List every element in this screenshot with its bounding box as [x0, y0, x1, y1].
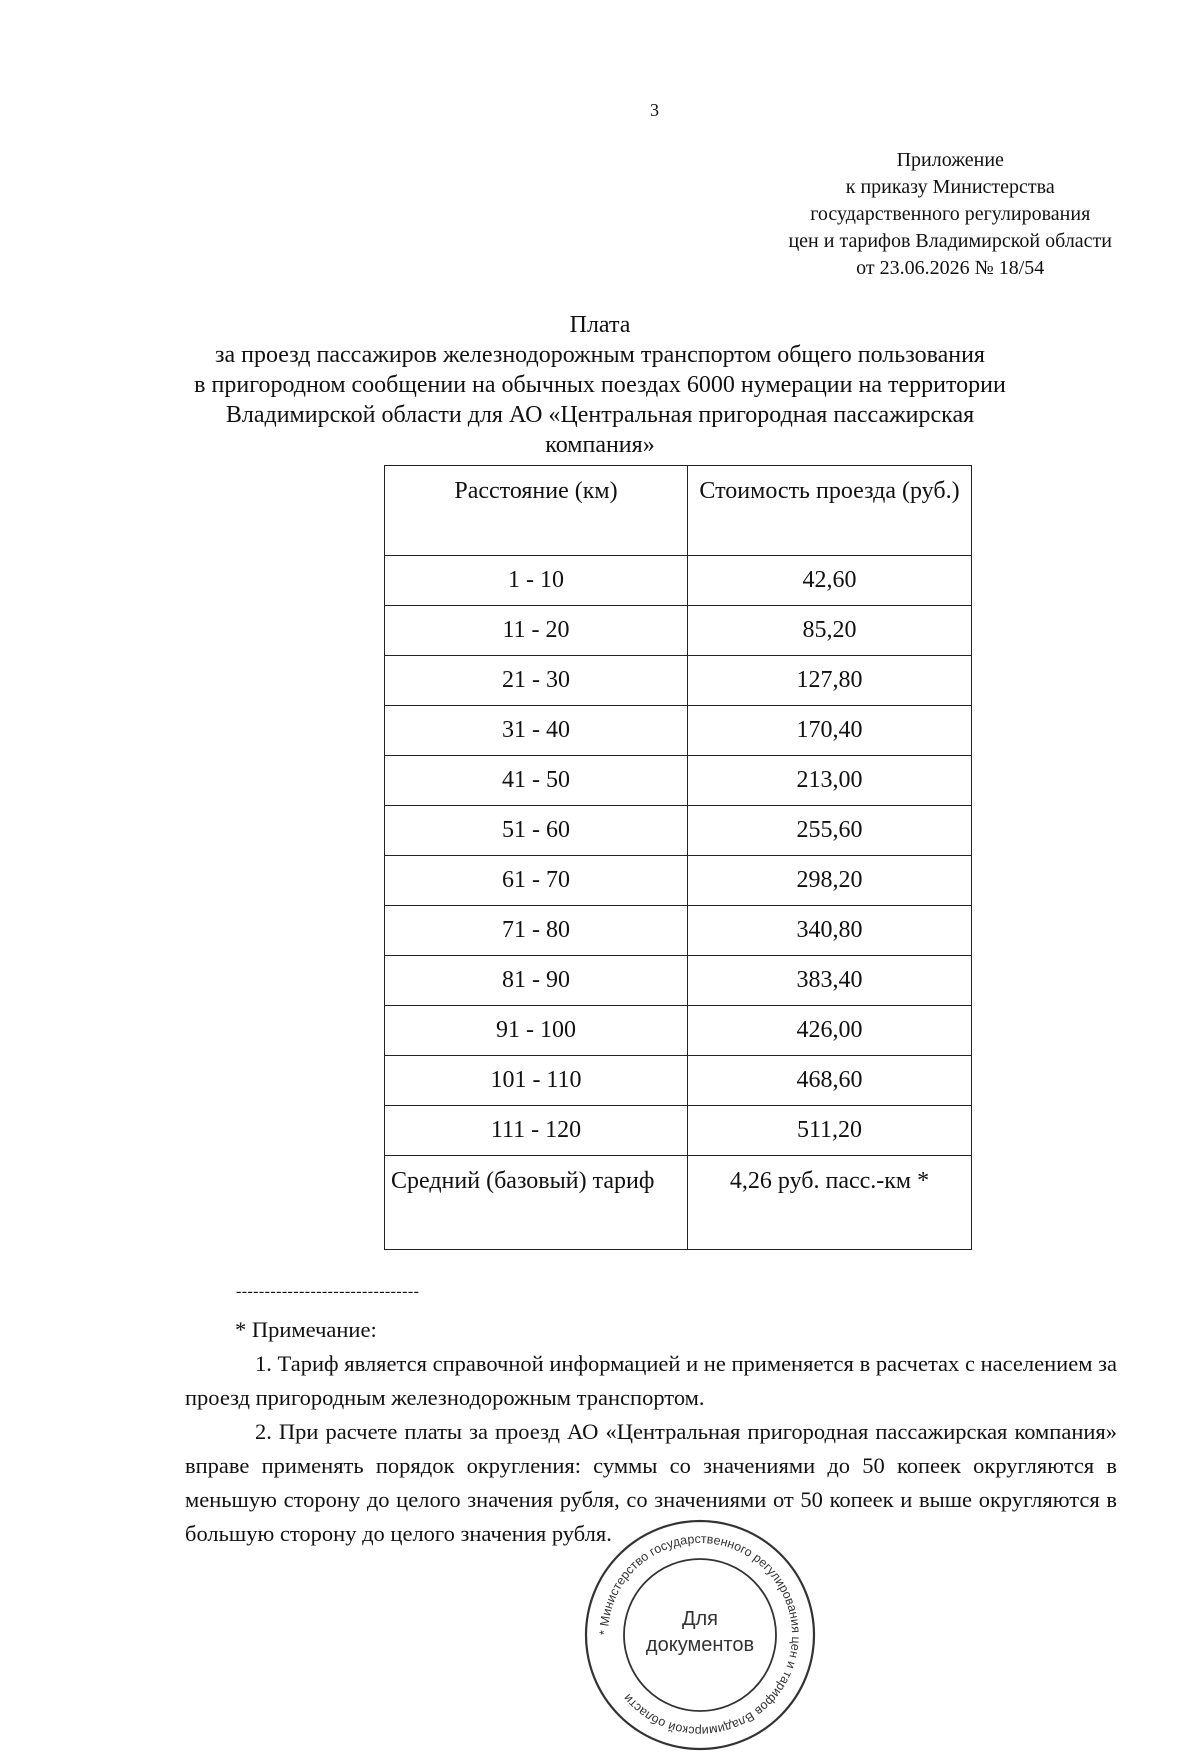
seal-center-line: Для — [681, 1608, 719, 1630]
price-cell: 340,80 — [688, 906, 972, 956]
table-row — [385, 956, 972, 1006]
title-line: Владимирской области для АО «Центральная пригородная пассажирская — [225, 402, 975, 428]
table-row — [385, 556, 972, 606]
base-tariff-label: Средний (базовый) тариф — [385, 1156, 688, 1250]
table-row — [385, 1106, 972, 1156]
table-row — [385, 706, 972, 756]
price-cell: 255,60 — [688, 806, 972, 856]
distance-cell: 31 - 40 — [385, 706, 688, 756]
distance-cell: 111 - 120 — [385, 1106, 688, 1156]
base-tariff-row — [385, 1156, 972, 1250]
appendix-line: от 23.06.2026 № 18/54 — [856, 257, 1045, 279]
table-row — [385, 906, 972, 956]
distance-cell: 91 - 100 — [385, 1006, 688, 1056]
distance-cell: 1 - 10 — [385, 556, 688, 606]
footnote-separator: -------------------------------- — [236, 1283, 420, 1300]
appendix-line: Приложение — [896, 149, 1004, 171]
header-price: Стоимость проезда (руб.) — [688, 466, 972, 556]
price-cell: 383,40 — [688, 956, 972, 1006]
appendix-line: цен и тарифов Владимирской области — [788, 230, 1112, 252]
price-cell: 298,20 — [688, 856, 972, 906]
table-row — [385, 606, 972, 656]
distance-cell: 51 - 60 — [385, 806, 688, 856]
table-row — [385, 856, 972, 906]
title-line: за проезд пассажиров железнодорожным транспортом общего пользования — [215, 342, 985, 368]
table-row — [385, 1006, 972, 1056]
table-header-row — [385, 466, 972, 556]
distance-cell: 61 - 70 — [385, 856, 688, 906]
appendix-line: государственного регулирования — [810, 203, 1091, 225]
tariff-table — [384, 465, 972, 1250]
price-cell: 42,60 — [688, 556, 972, 606]
title-line: в пригородном сообщении на обычных поездах 6000 нумерации на территории — [194, 372, 1006, 398]
table-row — [385, 756, 972, 806]
distance-cell: 41 - 50 — [385, 756, 688, 806]
page-number: 3 — [650, 100, 659, 120]
distance-cell: 101 - 110 — [385, 1056, 688, 1106]
header-distance: Расстояние (км) — [385, 466, 688, 556]
seal-center-line: документов — [645, 1634, 755, 1656]
note-item: 1. Тариф является справочной информацией и не применяется в расчетах с населением за проезд пригородным железнодорожным транспортом. — [185, 1351, 1117, 1410]
title-line: компания» — [545, 432, 655, 458]
price-cell: 213,00 — [688, 756, 972, 806]
note-item: 2. При расчете платы за проезд АО «Центральная пригородная пассажирская компания» вправе применять порядок округления: суммы со значениями до 50 копеек округляются в меньшую сторону до целого значения рубля, со значениями от 50 копеек и выше округляются в большую сторону до целого значения рубля. — [185, 1419, 1117, 1546]
price-cell: 127,80 — [688, 656, 972, 706]
distance-cell: 81 - 90 — [385, 956, 688, 1006]
table-row — [385, 656, 972, 706]
title-line: Плата — [569, 312, 631, 338]
price-cell: 511,20 — [688, 1106, 972, 1156]
distance-cell: 11 - 20 — [385, 606, 688, 656]
base-tariff-value: 4,26 руб. пасс.-км * — [688, 1156, 972, 1250]
distance-cell: 71 - 80 — [385, 906, 688, 956]
price-cell: 170,40 — [688, 706, 972, 756]
price-cell: 426,00 — [688, 1006, 972, 1056]
price-cell: 85,20 — [688, 606, 972, 656]
table-row — [385, 1056, 972, 1106]
table-row — [385, 806, 972, 856]
appendix-line: к приказу Министерства — [845, 176, 1055, 198]
distance-cell: 21 - 30 — [385, 656, 688, 706]
round-seal-stamp — [580, 1515, 820, 1755]
price-cell: 468,60 — [688, 1056, 972, 1106]
appendix-block — [788, 147, 1112, 282]
notes-title: * Примечание: — [235, 1317, 377, 1342]
seal-ring-text: * Министерство государственного регулирования цен и тарифов Владимирской области — [596, 1531, 804, 1739]
document-title — [150, 310, 1050, 460]
